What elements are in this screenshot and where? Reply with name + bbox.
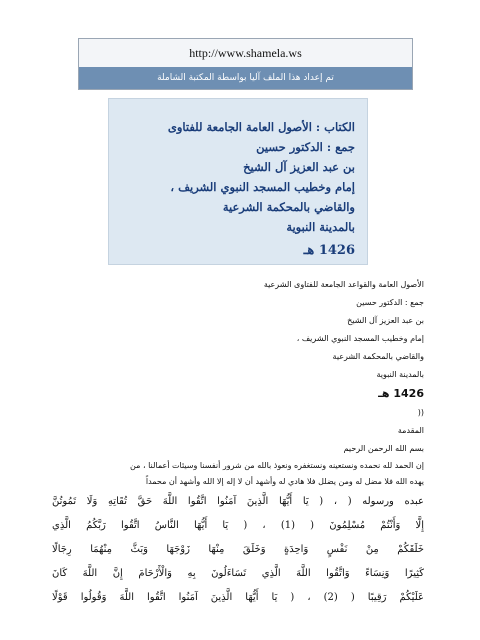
compiler-court: والقاضي بالمحكمة الشرعية <box>222 200 355 214</box>
body-compiler-role: إمام وخطيب المسجد النبوي الشريف ، <box>296 334 424 343</box>
body-year: 1426 هـ <box>378 387 424 400</box>
basmala: بسم الله الرحمن الرحيم <box>343 444 424 453</box>
paragraph-line: إن الحمد لله نحمده ونستعينه ونستغفره ونعوذ بالله من شرور أنفسنا وسيئات أعمالنا ، من <box>130 461 424 470</box>
compiler-city: بالمدينة النبوية <box>286 220 355 234</box>
body-compiler-name: بن عبد العزيز آل الشيخ <box>347 316 424 325</box>
book-year: 1426 هـ <box>303 243 355 258</box>
body-compiler-line: جمع : الدكتور حسين <box>356 298 424 307</box>
body-compiler-city: بالمدينة النبوية <box>376 370 424 379</box>
source-header <box>78 38 413 90</box>
intro-heading: المقدمة <box>397 426 424 435</box>
verse-line: إِلَّا وَأَنْتُمْ مُسْلِمُونَ ( (1) ، ( يَا أَيُّهَا النَّاسُ اتَّقُوا رَبَّكُمُ الَّذِي <box>52 520 424 531</box>
book-info-box <box>108 98 368 265</box>
verse-line: عَلَيْكُمْ رَقِيبًا ( (2) ، ( يَا أَيُّهَا الَّذِينَ آمَنُوا اتَّقُوا اللَّهَ وَقُولُوا قَوْلًا <box>52 592 424 603</box>
verse-line: خَلَقَكُمْ مِنْ نَفْسٍ وَاحِدَةٍ وَخَلَقَ مِنْهَا زَوْجَهَا وَبَثَّ مِنْهُمَا رِجَالًا <box>52 544 424 555</box>
section-marker: (( <box>417 408 424 417</box>
source-url[interactable]: http://www.shamela.ws <box>79 39 412 67</box>
body-compiler-court: والقاضي بالمحكمة الشرعية <box>332 352 424 361</box>
library-banner: تم إعداد هذا الملف آليا بواسطة المكتبة الشاملة <box>79 67 412 89</box>
paragraph-line: يهده الله فلا مضل له ومن يضلل فلا هادي له وأشهد أن لا إله إلا الله وأشهد أن محمداً <box>145 477 424 486</box>
verse-line: كَثِيرًا وَنِسَاءً وَاتَّقُوا اللَّهَ الَّذِي تَسَاءَلُونَ بِهِ وَالْأَرْحَامَ إِنَّ اللَّهَ كَانَ <box>52 568 424 579</box>
book-title: الكتاب : الأصول العامة الجامعة للفتاوى <box>167 120 355 134</box>
compiler-role: إمام وخطيب المسجد النبوي الشريف ، <box>170 180 355 194</box>
verse-line: عبده ورسوله ( ، ( يَا أَيُّهَا الَّذِينَ آمَنُوا اتَّقُوا اللَّهَ حَقَّ تُقَاتِهِ وَلَا تَمُوتُنَّ <box>52 496 424 507</box>
document-body <box>52 276 424 610</box>
compiler-line: جمع : الدكتور حسين <box>256 140 355 154</box>
body-title: الأصول العامة والقواعد الجامعة للفتاوى الشرعية <box>263 280 424 289</box>
compiler-name: بن عبد العزيز آل الشيخ <box>243 160 355 174</box>
